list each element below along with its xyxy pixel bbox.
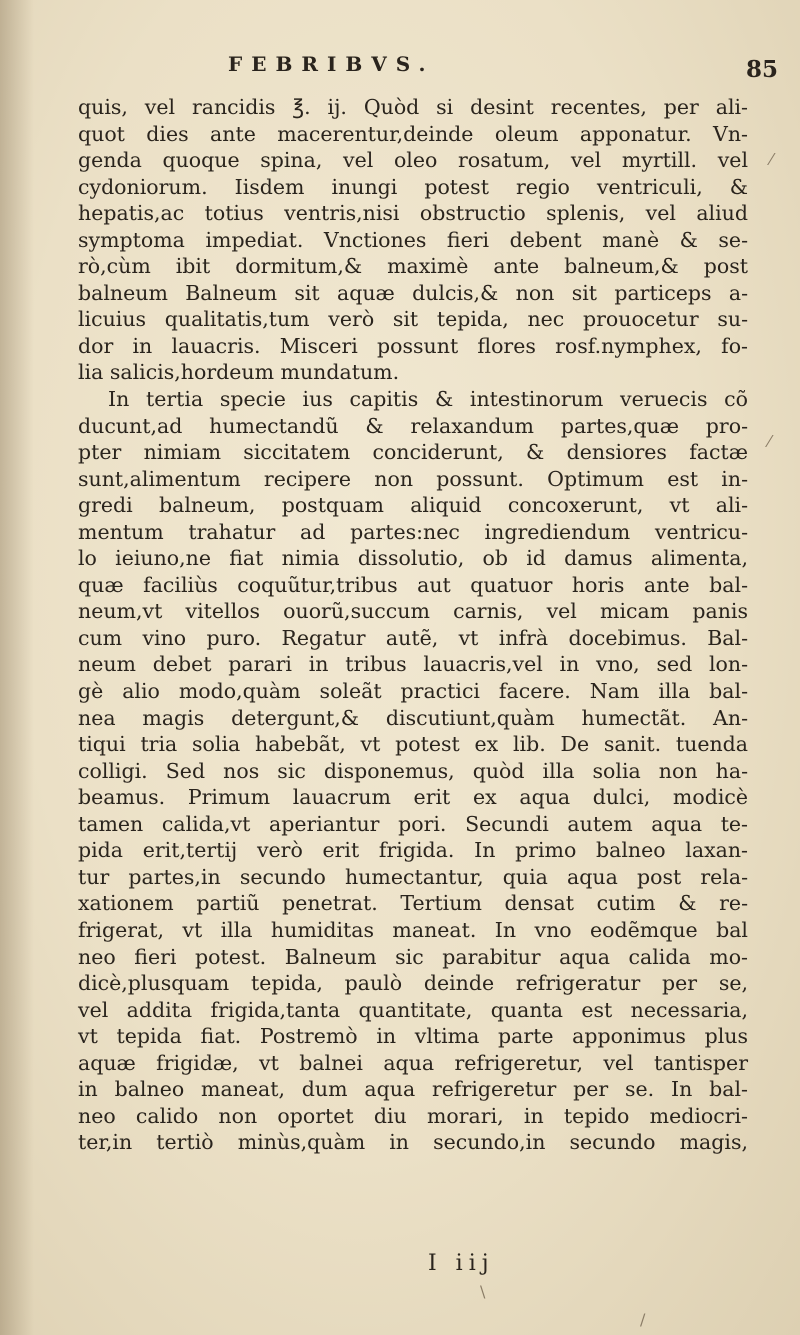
margin-stroke: \ — [480, 1282, 486, 1301]
text-line: ducunt,ad humectandũ & relaxandum partes,quæ pro- — [78, 413, 748, 438]
text-line: dicè,plusquam tepida, paulò deinde refrigeratur per se, — [78, 971, 748, 996]
text-line: pter nimiam siccitatem conciderunt, & densiores factæ — [78, 440, 748, 465]
text-line: pida erit,tertij verò erit frigida. In primo balneo laxan- — [78, 838, 748, 863]
margin-stroke: ⁄ — [770, 150, 773, 169]
text-line: neum debet parari in tribus lauacris,vel in vno, sed lon- — [78, 652, 748, 677]
text-line: genda quoque spina, vel oleo rosatum, vel myrtill. vel — [78, 148, 748, 173]
text-line: vel addita frigida,tanta quantitate, quanta est necessaria, — [78, 997, 748, 1022]
text-line: aquæ frigidæ, vt balnei aqua refrigeretur, vel tantisper — [78, 1050, 748, 1075]
text-line: in balneo maneat, dum aqua refrigeretur per se. In bal- — [78, 1077, 748, 1102]
text-line: ter,in tertiò minùs,quàm in secundo,in secundo magis, — [78, 1130, 748, 1155]
text-line: lia salicis,hordeum mundatum. — [78, 360, 400, 385]
text-line: gè alio modo,quàm soleãt practici facere. Nam illa bal- — [78, 679, 748, 704]
text-line: cydoniorum. Iisdem inungi potest regio ventriculi, & — [78, 174, 748, 199]
margin-stroke: / — [640, 1310, 646, 1329]
text-line: balneum Balneum sit aquæ dulcis,& non sit particeps a- — [78, 280, 748, 305]
margin-stroke: ⁄ — [768, 432, 771, 451]
text-line: In tertia specie ius capitis & intestinorum veruecis cõ — [108, 387, 748, 412]
text-line: rò,cùm ibit dormitum,& maximè ante balneum,& post — [78, 254, 748, 279]
text-line: neo fieri potest. Balneum sic parabitur aqua calida mo- — [78, 944, 748, 969]
running-head: FEBRIBVS. — [228, 52, 435, 76]
text-line: hepatis,ac totius ventris,nisi obstructio splenis, vel aliud — [78, 201, 748, 226]
text-line: beamus. Primum lauacrum erit ex aqua dulci, modicè — [78, 785, 748, 810]
text-line: colligi. Sed nos sic disponemus, quòd illa solia non ha- — [78, 758, 748, 783]
text-line: frigerat, vt illa humiditas maneat. In vno eodẽmque bal — [78, 917, 748, 942]
text-line: neo calido non oportet diu morari, in tepido mediocri- — [78, 1103, 748, 1128]
text-line: lo ieiuno,ne fiat nimia dissolutio, ob id damus alimenta, — [78, 546, 748, 571]
text-line: quot dies ante macerentur,deinde oleum apponatur. Vn- — [78, 121, 748, 146]
text-line: tur partes,in secundo humectantur, quia aqua post rela- — [78, 864, 748, 889]
page-number: 85 — [746, 56, 779, 83]
text-line: cum vino puro. Regatur autẽ, vt infrà docebimus. Bal- — [78, 625, 748, 650]
text-line: gredi balneum, postquam aliquid concoxerunt, vt ali- — [78, 493, 748, 518]
text-line: tamen calida,vt aperiantur pori. Secundi autem aqua te- — [78, 811, 748, 836]
text-line: tiqui tria solia habebãt, vt potest ex lib. De sanit. tuenda — [78, 732, 748, 757]
text-line: mentum trahatur ad partes:nec ingrediendum ventricu- — [78, 519, 748, 544]
text-line: symptoma impediat. Vnctiones fieri debent manè & se- — [78, 227, 748, 252]
text-line: licuius qualitatis,tum verò sit tepida, nec prouocetur su- — [78, 307, 748, 332]
text-line: quis, vel rancidis ℥. ij. Quòd si desint recentes, per ali- — [78, 95, 748, 119]
signature-mark: I iij — [428, 1251, 495, 1276]
gutter-shadow — [0, 0, 34, 1335]
text-line: vt tepida fiat. Postremò in vltima parte apponimus plus — [78, 1024, 748, 1049]
text-line: sunt,alimentum recipere non possunt. Optimum est in- — [78, 466, 748, 491]
text-line: neum,vt vitellos ouorũ,succum carnis, vel micam panis — [78, 599, 748, 624]
text-line: dor in lauacris. Misceri possunt flores rosf.nymphex, fo- — [78, 333, 748, 358]
text-line: quæ faciliùs coquũtur,tribus aut quatuor horis ante bal- — [78, 572, 748, 597]
text-line: xationem partiũ penetrat. Tertium densat cutim & re- — [78, 891, 748, 916]
body-text — [78, 94, 748, 1156]
text-line: nea magis detergunt,& discutiunt,quàm humectãt. An- — [78, 705, 748, 730]
